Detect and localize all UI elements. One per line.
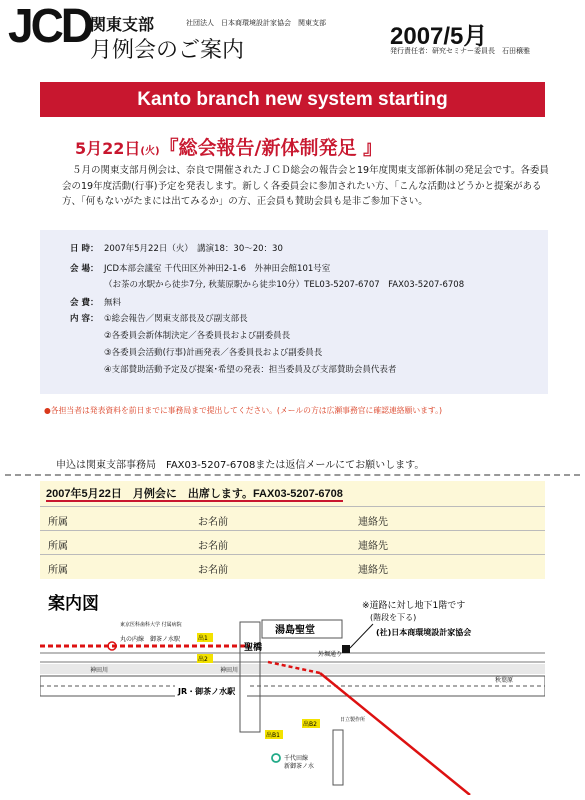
- meeting-title: [75, 133, 382, 160]
- content-item: ④支部賛助活動予定及び提案･希望の発表：担当委員及び支部賛助会員代表者: [104, 365, 397, 375]
- map-note: (階段を下る): [370, 613, 417, 622]
- jcd-logo: JCD: [8, 0, 92, 53]
- marunouchi-label: 丸の内線 御茶ノ水駅: [120, 636, 181, 643]
- page-title: 月例会のご案内: [90, 38, 245, 63]
- banner: Kanto branch new system starting: [40, 82, 545, 117]
- meeting-weekday: (火): [140, 146, 160, 157]
- river-label: 神田川: [90, 667, 109, 674]
- datetime-value: 2007年5月22日（火） 講演18：30〜20：30: [104, 244, 283, 254]
- chiyoda-station-icon: [272, 754, 280, 762]
- akihabara-label: 秋葉原: [495, 677, 514, 684]
- form-title: 2007年5月22日 月例会に 出席します。FAX03-5207-6708: [46, 488, 343, 500]
- meeting-date: 5月22日: [75, 139, 141, 158]
- name-field[interactable]: お名前: [198, 517, 228, 528]
- meeting-title-text: 『総会報告/新体制発足 』: [159, 137, 383, 159]
- attendance-form: [40, 481, 545, 579]
- affiliation-field[interactable]: 所属: [48, 565, 68, 576]
- affiliation-field[interactable]: 所属: [48, 541, 68, 552]
- fee-row: [70, 296, 121, 308]
- content-item: ③各委員会活動(行事)計画発表／各委員長および副委員長: [104, 348, 323, 358]
- form-row: [40, 554, 545, 579]
- chiyoda-line: [333, 730, 343, 785]
- venue-label: 会 場：: [70, 264, 99, 274]
- street-label: 外堀通り: [318, 651, 343, 658]
- intro-text: ５月の関東支部月例会は、奈良で開催されたＪＣＤ総会の報告会と19年度関東支部新体制の発足会です。各委員会の19年度活動(行事)予定を発表します。新しく各委員会に参加されたい方、「こんな活動はどうかと提案がある方、「何もないがたまには出てみるか」の方、正会員も賛助会員も是非ご参加下さい。: [62, 165, 549, 207]
- org-label: (社)日本商環境設計家協会: [376, 628, 472, 637]
- association-name: 社団法人 日本商環境設計家協会 関東支部: [186, 19, 326, 27]
- fee-label: 会 費：: [70, 298, 99, 308]
- apply-text: 申込は関東支部事務局 FAX03-5207-6708または返信メールにてお願いします。: [56, 460, 425, 471]
- chiyoda-label: 千代田線: [284, 755, 309, 762]
- content-item: ②各委員会新体制決定／各委員長および副委員長: [104, 331, 291, 341]
- name-field[interactable]: お名前: [198, 565, 228, 576]
- bridge-label: 聖橋: [244, 643, 263, 653]
- fee-value: 無料: [104, 298, 122, 308]
- exit1-label: 出1: [198, 635, 208, 642]
- datetime-label: 日 時：: [70, 244, 99, 254]
- cut-line: [5, 474, 580, 476]
- contact-field[interactable]: 連絡先: [358, 541, 388, 552]
- content-label: 内 容：: [70, 314, 99, 324]
- access-map: [40, 590, 545, 795]
- form-row: [40, 530, 545, 555]
- name-field[interactable]: お名前: [198, 541, 228, 552]
- building-label: 日立製作所: [340, 717, 366, 723]
- exitB2-label: 出B2: [303, 721, 317, 728]
- pointer-line: [350, 624, 373, 648]
- venue-row: [70, 262, 330, 274]
- contact-field[interactable]: 連絡先: [358, 517, 388, 528]
- river: [40, 664, 545, 674]
- datetime-row: [70, 242, 283, 254]
- hall-label: 湯島聖堂: [275, 625, 315, 636]
- exit2-label: 出2: [198, 656, 208, 663]
- map-title: 案内図: [48, 594, 99, 614]
- branch-name: 関東支部: [90, 15, 155, 34]
- venue-value: JCD本部会議室 千代田区外神田2-1-6 外神田会館101号室: [104, 264, 331, 274]
- exitB1-label: 出B1: [266, 732, 280, 739]
- station-label: JR・御茶ノ水駅: [178, 687, 236, 696]
- issue-date: 2007/5月: [390, 23, 488, 50]
- destination-marker: [342, 645, 350, 653]
- notice-text: ●各担当者は発表資料を前日までに事務局まで提出してください。(メールの方は広瀬事務官に確認連絡願います。): [44, 406, 443, 415]
- shin-ochanomizu-label: 新御茶ノ水: [284, 763, 315, 770]
- contact-field[interactable]: 連絡先: [358, 565, 388, 576]
- map-note: ※道路に対し地下1階です: [362, 601, 466, 611]
- publisher: 発行責任者：研究セミナー委員長 石田穣雅: [390, 47, 530, 55]
- affiliation-field[interactable]: 所属: [48, 517, 68, 528]
- details-box: [40, 230, 548, 394]
- hospital-label: 東京医科歯科大学 付属病院: [120, 622, 182, 628]
- content-item: ①総会報告／関東支部長及び副支部長: [104, 314, 248, 324]
- venue-access: （お茶の水駅から徒歩7分, 秋葉原駅から徒歩10分）TEL03-5207-6707 FAX03-5207-6708: [104, 280, 465, 290]
- content-row: [70, 312, 248, 324]
- river-label: 神田川: [220, 667, 239, 674]
- form-row: [40, 506, 545, 531]
